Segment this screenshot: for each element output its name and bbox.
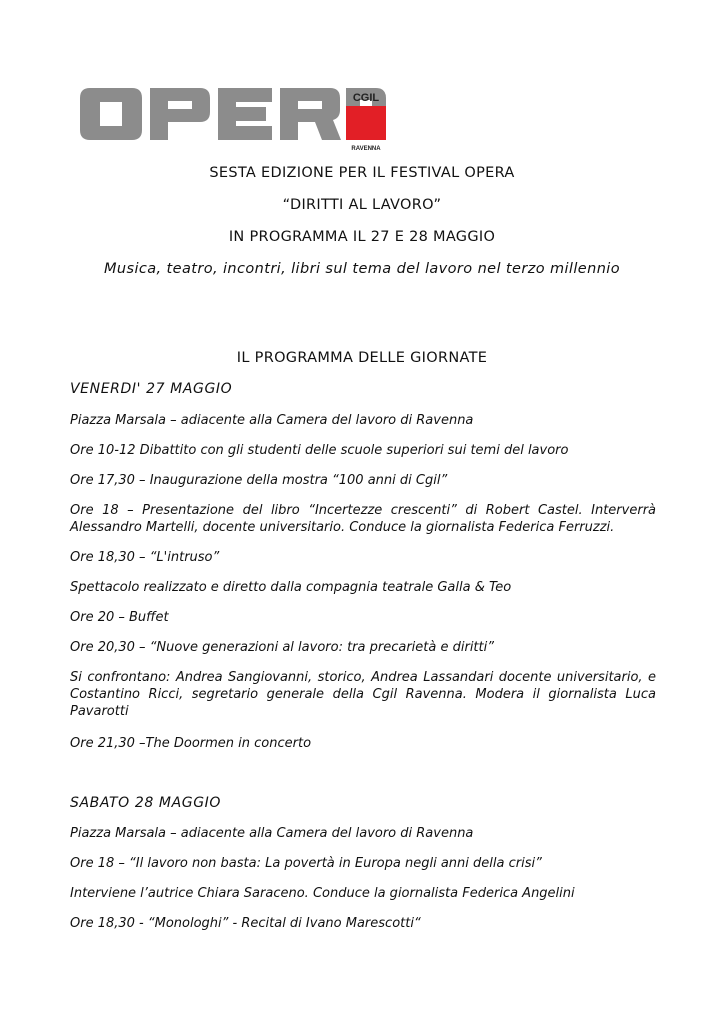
saturday-item-poverty: Ore 18 – “Il lavoro non basta: La povertà in Europa negli anni della crisi” bbox=[70, 856, 542, 871]
friday-item-buffet: Ore 20 – Buffet bbox=[70, 610, 169, 625]
opera-cgil-logo bbox=[76, 84, 391, 156]
friday-item-show: Spettacolo realizzato e diretto dalla compagnia teatrale Galla & Teo bbox=[70, 580, 512, 595]
friday-item-concert: Ore 21,30 –The Doormen in concerto bbox=[70, 736, 312, 751]
program-title: IL PROGRAMMA DELLE GIORNATE bbox=[236, 350, 488, 366]
logo-brand-text: CGIL bbox=[352, 92, 380, 104]
friday-item-speakers: Si confrontano: Andrea Sangiovanni, storico, Andrea Lassandari docente universitario, e Costantino Ricci, segretario generale della Cgil Ravenna. Modera il giornalista Luca Pavarotti bbox=[70, 670, 656, 719]
saturday-item-speaker: Interviene l’autrice Chiara Saraceno. Conduce la giornalista Federica Angelini bbox=[70, 886, 575, 901]
friday-title: VENERDI' 27 MAGGIO bbox=[70, 381, 233, 397]
cgil-red-square bbox=[346, 106, 386, 140]
saturday-item-location: Piazza Marsala – adiacente alla Camera del lavoro di Ravenna bbox=[70, 826, 474, 841]
friday-item-book: Ore 18 – Presentazione del libro “Incertezze crescenti” di Robert Castel. Interverrà Alessandro Martelli, docente universitario. Conduce la giornalista Federica Ferruzzi. bbox=[70, 503, 656, 535]
saturday-item-monologhi: Ore 18,30 - “Monologhi” - Recital di Ivano Marescotti“ bbox=[70, 916, 421, 931]
friday-item-exhibition: Ore 17,30 – Inaugurazione della mostra “100 anni di Cgil” bbox=[70, 473, 448, 488]
logo-letter-r bbox=[280, 88, 341, 140]
logo-city-text: RAVENNA bbox=[351, 146, 381, 152]
friday-item-location: Piazza Marsala – adiacente alla Camera del lavoro di Ravenna bbox=[70, 413, 474, 428]
logo-letter-o bbox=[80, 88, 142, 140]
header-line-2: “DIRITTI AL LAVORO” bbox=[282, 197, 442, 213]
logo-letter-e bbox=[218, 88, 272, 140]
friday-item-debate: Ore 10-12 Dibattito con gli studenti delle scuole superiori sui temi del lavoro bbox=[70, 443, 569, 458]
saturday-title: SABATO 28 MAGGIO bbox=[70, 795, 222, 811]
opera-wordmark bbox=[80, 88, 386, 140]
header-line-3: IN PROGRAMMA IL 27 E 28 MAGGIO bbox=[228, 229, 496, 245]
logo-letter-p bbox=[150, 88, 210, 140]
header-subtitle: Musica, teatro, incontri, libri sul tema del lavoro nel terzo millennio bbox=[104, 261, 620, 277]
friday-item-intruso: Ore 18,30 – “L'intruso” bbox=[70, 550, 220, 565]
header-line-1: SESTA EDIZIONE PER IL FESTIVAL OPERA bbox=[209, 165, 515, 181]
friday-item-generations: Ore 20,30 – “Nuove generazioni al lavoro: tra precarietà e diritti” bbox=[70, 640, 494, 655]
